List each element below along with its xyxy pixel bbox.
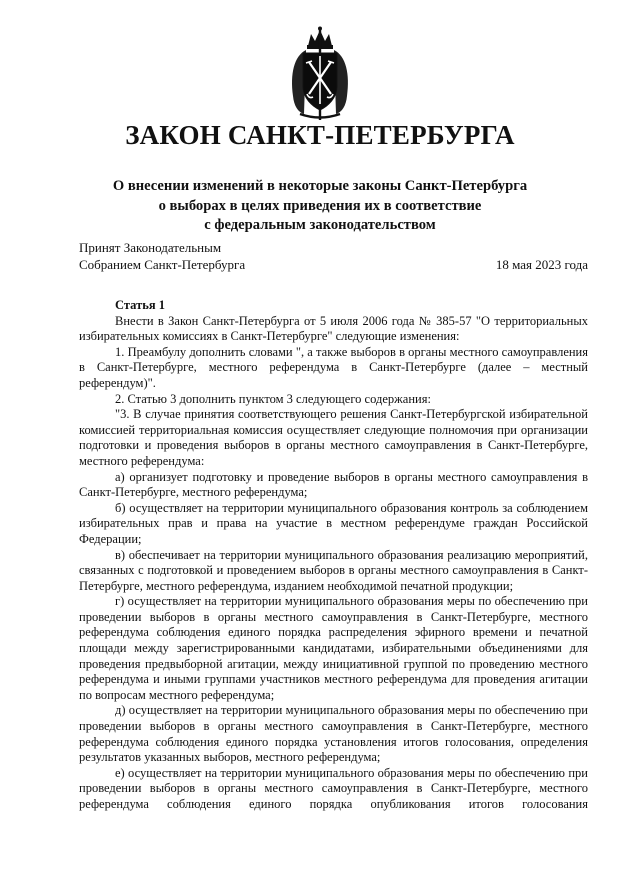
article-paragraph: Внести в Закон Санкт-Петербурга от 5 июля 2006 года № 385-57 "О территориальных избирательных комиссиях в Санкт-Петербурге" следующие изменения: bbox=[79, 313, 588, 344]
article-paragraph: а) организует подготовку и проведение выборов в органы местного самоуправления в Санкт-Петербурге, местного референдума; bbox=[79, 469, 588, 500]
subtitle-line: о выборах в целях приведения их в соответствие bbox=[158, 197, 482, 214]
article-paragraph: б) осуществляет на территории муниципального образования контроль за соблюдением избирательных прав и права на участие в местном референдуме граждан Российской Федерации; bbox=[79, 500, 588, 546]
subtitle-line: О внесении изменений в некоторые законы Санкт-Петербурга bbox=[112, 178, 528, 194]
article-paragraph: д) осуществляет на территории муниципального образования меры по обеспечению при проведении выборов в органы местного самоуправления в Санкт-Петербурге, местного референдума соблюдения единого порядка установления итогов голосования, определения результатов указанных выборов, местного референдума; bbox=[79, 703, 588, 765]
article-paragraph: 1. Преамбулу дополнить словами ", а также выборов в органы местного самоуправления в Санкт-Петербурге, местного референдума в Санкт-Петербурге (далее – местный референдум)". bbox=[79, 344, 588, 390]
coat-of-arms-icon bbox=[284, 26, 356, 122]
article-body bbox=[79, 298, 588, 813]
law-title: ЗАКОН САНКТ-ПЕТЕРБУРГА bbox=[125, 120, 515, 150]
adoption-authority bbox=[79, 239, 245, 273]
article-heading: Статья 1 bbox=[115, 298, 165, 312]
article-paragraph: е) осуществляет на территории муниципального образования меры по обеспечению при проведении выборов в органы местного самоуправления в Санкт-Петербурге, местного референдума соблюдения единого порядка опубликования итогов голосования bbox=[79, 765, 588, 811]
article-paragraph: 2. Статью 3 дополнить пунктом 3 следующего содержания: bbox=[115, 391, 431, 406]
article-paragraph: в) обеспечивает на территории муниципального образования реализацию мероприятий, связанных с подготовкой и проведением выборов в органы местного самоуправления в Санкт-Петербурге, местного референдума, изданием необходимой печатной продукции; bbox=[79, 547, 588, 593]
adoption-line: Собранием Санкт-Петербурга bbox=[79, 257, 246, 272]
adoption-date: 18 мая 2023 года bbox=[495, 257, 588, 272]
article-paragraph: г) осуществляет на территории муниципального образования меры по обеспечению при проведении выборов в органы местного самоуправления в Санкт-Петербурге, местного референдума соблюдения единого порядка распределения эфирного времени и печатной площади между зарегистрированными кандидатами, избирательными объединениями для проведения предвыборной агитации, между инициативной группой по проведению местного референдума и иными группами участников местного референдума для проведения агитации по вопросам местного референдума; bbox=[79, 594, 588, 702]
article-paragraph: "3. В случае принятия соответствующего решения Санкт-Петербургской избирательной комиссией территориальная комиссия осуществляет следующие полномочия при организации подготовки и проведения выборов в органы местного самоуправления в Санкт-Петербурге, местного референдума: bbox=[79, 407, 588, 468]
law-subtitle bbox=[80, 177, 560, 236]
subtitle-line: с федеральным законодательством bbox=[204, 217, 436, 233]
adoption-line: Принят Законодательным bbox=[79, 240, 222, 255]
